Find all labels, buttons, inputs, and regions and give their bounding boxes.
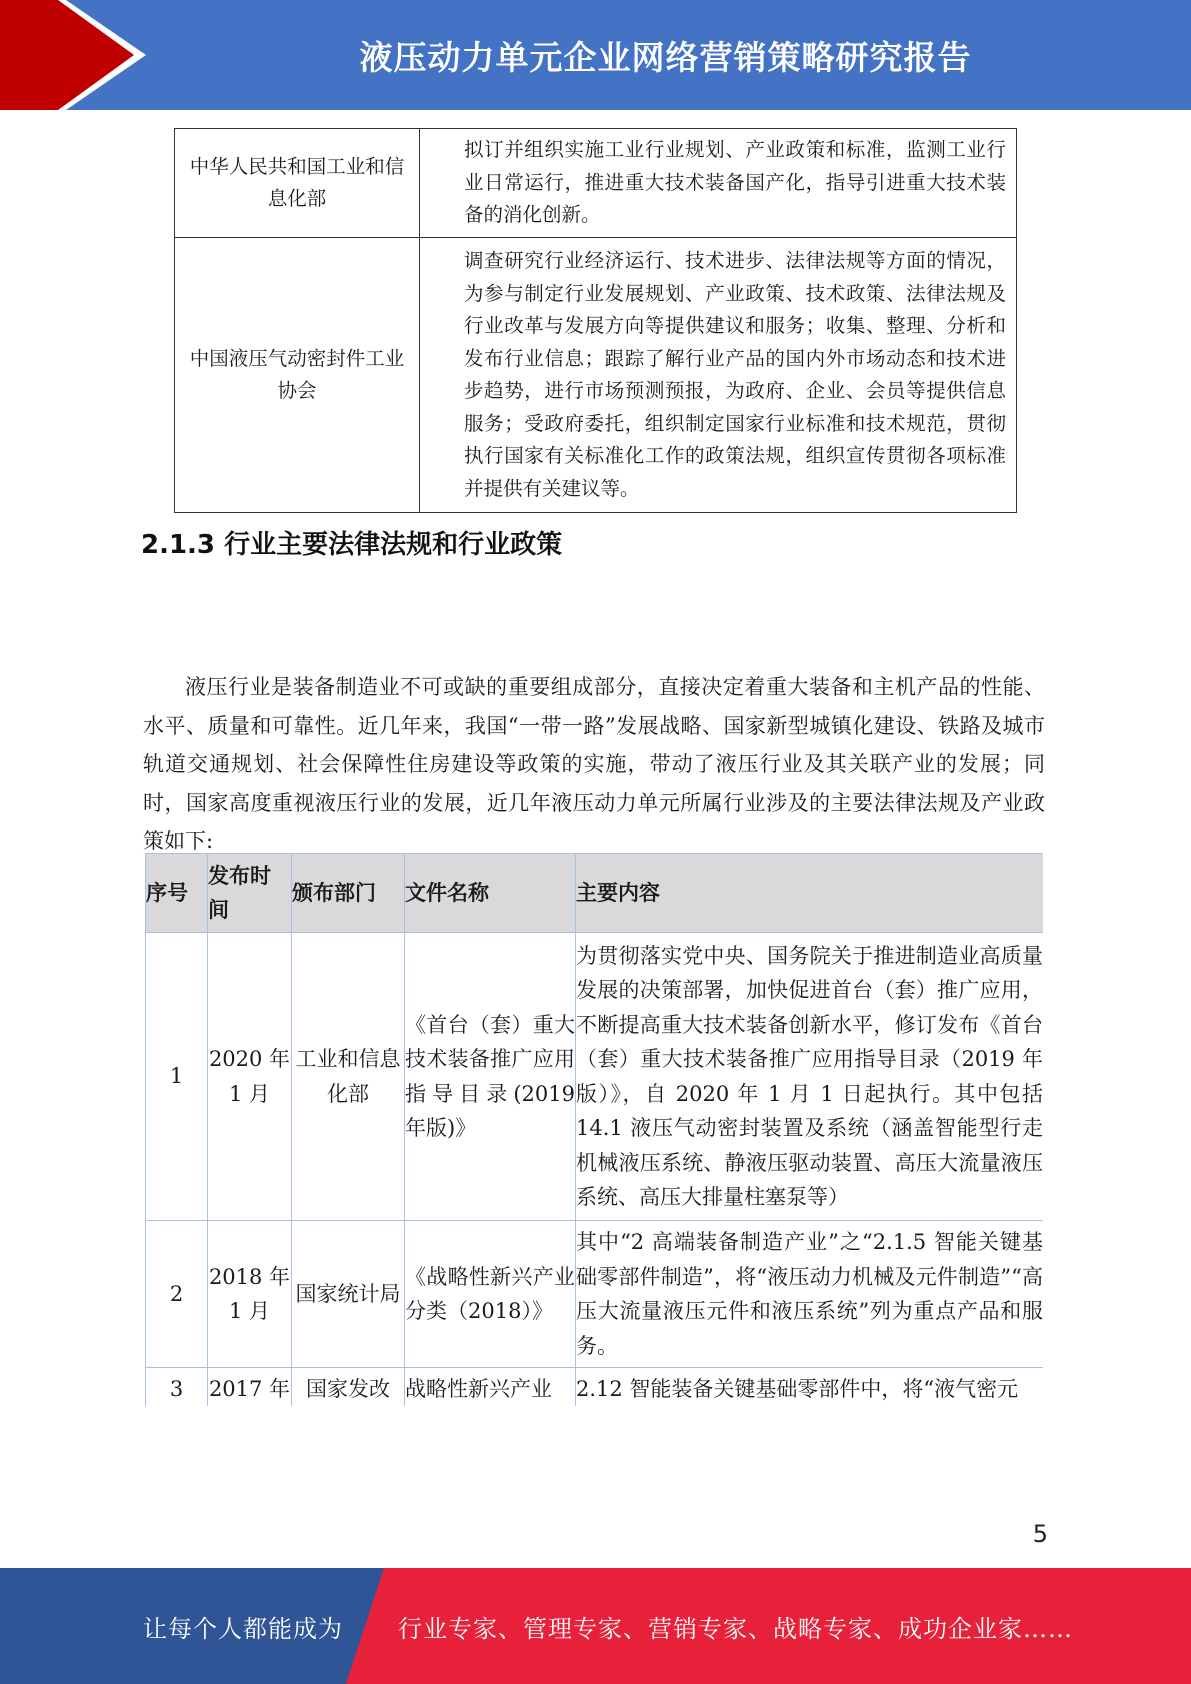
- header-dept: 颁布部门: [292, 854, 405, 933]
- section-heading: 2.1.3 行业主要法律法规和行业政策: [141, 530, 563, 560]
- table-row: [146, 933, 1044, 1221]
- table-row: [175, 129, 1017, 238]
- org-name: 中国液压气动密封件工业协会: [175, 238, 420, 513]
- policy-table: [145, 853, 1043, 1406]
- cell-no: 1: [146, 933, 208, 1221]
- footer-slogan-left: 让每个人都能成为: [143, 1614, 343, 1643]
- footer-slogan-right: 行业专家、管理专家、营销专家、战略专家、成功企业家……: [398, 1614, 1073, 1643]
- cell-date: 2017 年: [208, 1368, 292, 1407]
- header-title: 液压动力单元企业网络营销策略研究报告: [359, 37, 972, 77]
- table-row: [146, 1221, 1044, 1368]
- body-paragraph: 液压行业是装备制造业不可或缺的重要组成部分，直接决定着重大装备和主机产品的性能、水平、质量和可靠性。近几年来，我国“一带一路”发展战略、国家新型城镇化建设、铁路及城市轨道交通规划、社会保障性住房建设等政策的实施，带动了液压行业及其关联产业的发展；同时，国家高度重视液压行业的发展，近几年液压动力单元所属行业涉及的主要法律法规及产业政策如下:: [143, 675, 1045, 853]
- cell-no: 3: [146, 1368, 208, 1407]
- policy-table-container: [145, 853, 1043, 1406]
- cell-dept: 国家发改: [292, 1368, 405, 1407]
- org-name: 中华人民共和国工业和信息化部: [175, 129, 420, 238]
- org-description: 调查研究行业经济运行、技术进步、法律法规等方面的情况，为参与制定行业发展规划、产业政策、技术政策、法律法规及行业改革与发展方向等提供建议和服务；收集、整理、分析和发布行业信息；跟踪了解行业产品的国内外市场动态和技术进步趋势，进行市场预测预报，为政府、企业、会员等提供信息服务；受政府委托，组织制定国家行业标准和技术规范，贯彻执行国家有关标准化工作的政策法规，组织宣传贯彻各项标准并提供有关建议等。: [420, 238, 1017, 513]
- page-footer: [0, 1568, 1191, 1684]
- org-table: [174, 128, 1017, 513]
- page-number: 5: [1032, 1520, 1048, 1548]
- page-header: [0, 0, 1191, 110]
- header-content: 主要内容: [576, 854, 1044, 933]
- cell-doc: 《首台（套）重大技术装备推广应用指导目录(2019 年版)》: [405, 933, 576, 1221]
- cell-date: 2020 年 1 月: [208, 933, 292, 1221]
- cell-date: 2018 年 1 月: [208, 1221, 292, 1368]
- header-chevron-graphic: [0, 0, 150, 110]
- cell-content: 为贯彻落实党中央、国务院关于推进制造业高质量发展的决策部署，加快促进首台（套）推广应用，不断提高重大技术装备创新水平，修订发布《首台（套）重大技术装备推广应用指导目录（2019 年版）》，自 2020 年 1 月 1 日起执行。其中包括 14.1 液压气动密封装置及系统（涵盖智能型行走机械液压系统、静液压驱动装置、高压大流量液压系统、高压大排量柱塞泵等）: [576, 933, 1044, 1221]
- org-description: 拟订并组织实施工业行业规划、产业政策和标准，监测工业行业日常运行，推进重大技术装备国产化，指导引进重大技术装备的消化创新。: [420, 129, 1017, 238]
- cell-doc: 《战略性新兴产业分类（2018）》: [405, 1221, 576, 1368]
- header-doc: 文件名称: [405, 854, 576, 933]
- cell-dept: 国家统计局: [292, 1221, 405, 1368]
- table-row: [175, 238, 1017, 513]
- cell-content: 其中“2 高端装备制造产业”之“2.1.5 智能关键基础零部件制造”，将“液压动力机械及元件制造”“高压大流量液压元件和液压系统”列为重点产品和服务。: [576, 1221, 1044, 1368]
- cell-no: 2: [146, 1221, 208, 1368]
- header-date: 发布时间: [208, 854, 292, 933]
- header-no: 序号: [146, 854, 208, 933]
- table-row: [146, 1368, 1044, 1407]
- table-header-row: [146, 854, 1044, 933]
- cell-doc: 战略性新兴产业: [405, 1368, 576, 1407]
- cell-dept: 工业和信息化部: [292, 933, 405, 1221]
- cell-content: 2.12 智能装备关键基础零部件中，将“液气密元: [576, 1368, 1044, 1407]
